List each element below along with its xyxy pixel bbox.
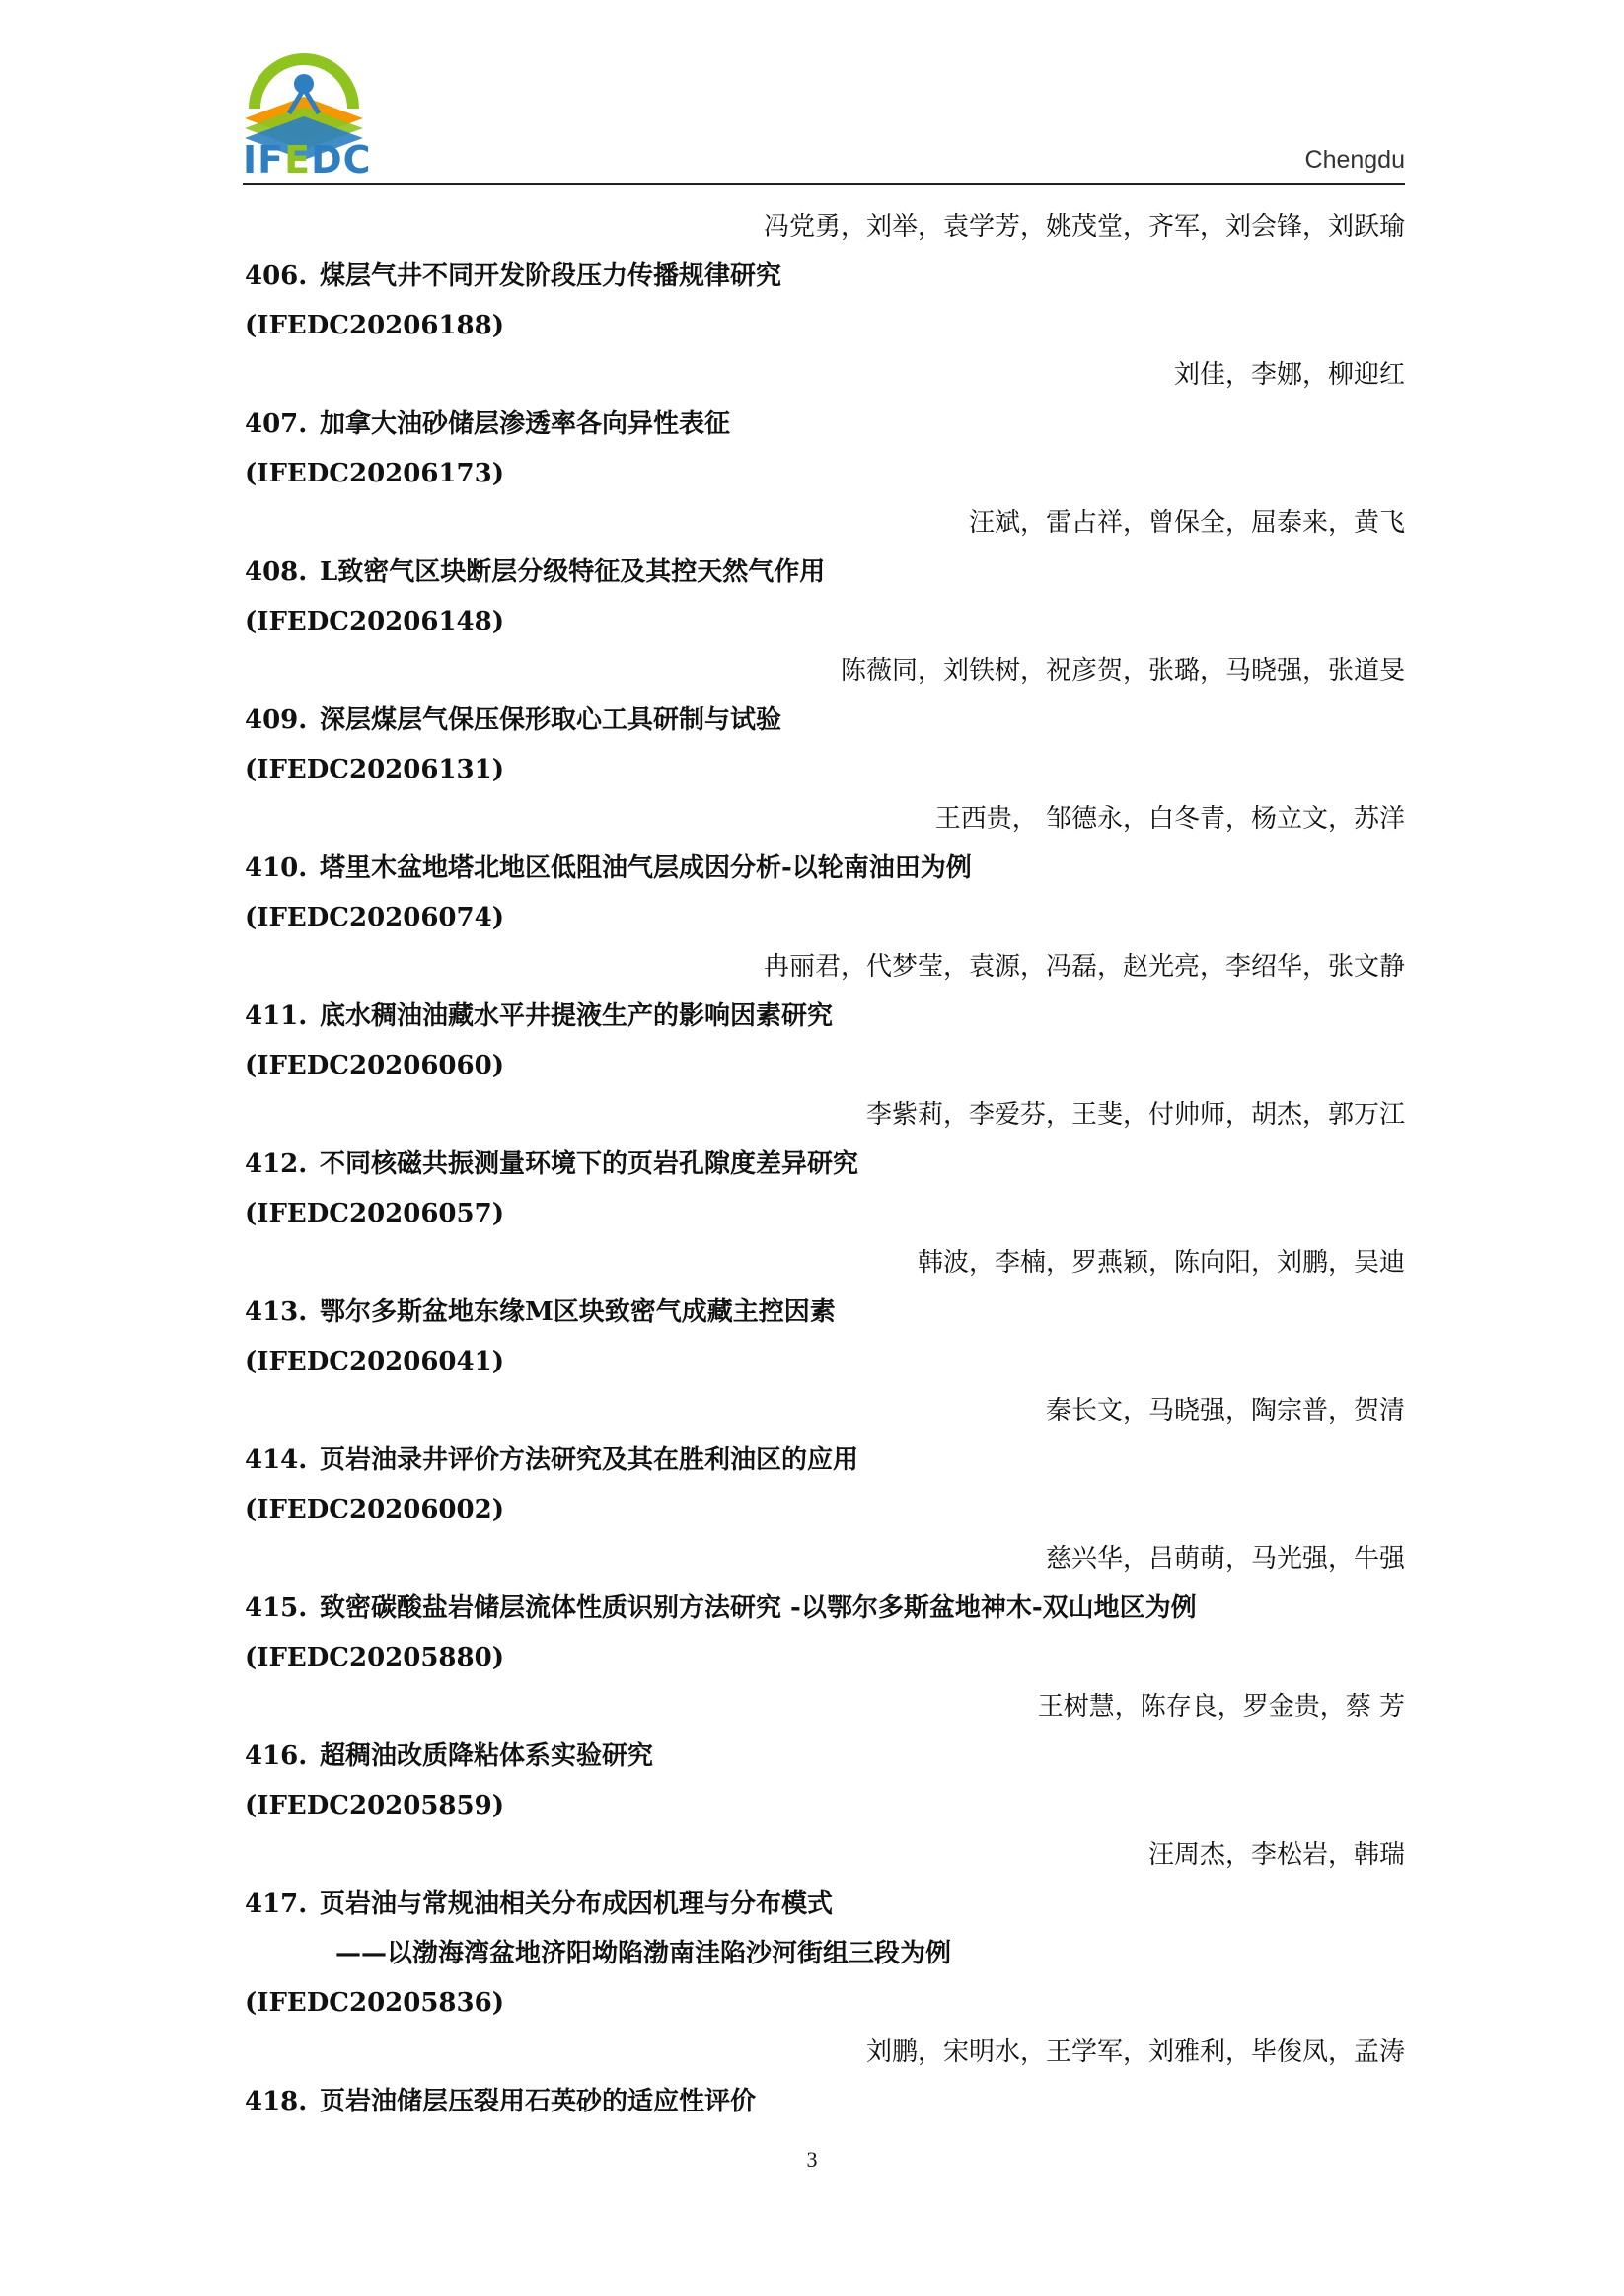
paper-code: (IFEDC20206173) xyxy=(245,459,505,488)
paper-title-text: 塔里木盆地塔北地区低阻油气层成因分析-以轮南油田为例 xyxy=(320,853,972,883)
paper-number: 406. xyxy=(245,261,308,291)
paper-title xyxy=(245,400,1405,449)
paper-authors: 慈兴华，吕萌萌，马光强，牛强 xyxy=(1045,1544,1405,1574)
paper-code: (IFEDC20206148) xyxy=(245,607,505,636)
paper-subtitle: ——以渤海湾盆地济阳坳陷渤南洼陷沙河街组三段为例 xyxy=(335,1939,952,1968)
paper-title xyxy=(245,1584,1405,1633)
paper-authors: 冯党勇，刘举，袁学芳，姚茂堂，齐军，刘会锋，刘跃瑜 xyxy=(763,212,1405,242)
paper-number: 418. xyxy=(245,2087,308,2116)
paper-authors: 汪斌，雷占祥，曾保全，屈泰来，黄飞 xyxy=(968,508,1405,538)
paper-authors: 陈薇同，刘铁树，祝彦贺，张璐，马晓强，张道旻 xyxy=(840,656,1405,686)
paper-title-text: 加拿大油砂储层渗透率各向异性表征 xyxy=(320,409,731,439)
paper-title xyxy=(245,252,1405,301)
paper-title-text: 页岩油录井评价方法研究及其在胜利油区的应用 xyxy=(320,1445,859,1475)
paper-authors: 王树慧，陈存良，罗金贵，蔡 芳 xyxy=(1037,1692,1405,1722)
paper-title xyxy=(245,696,1405,745)
paper-number: 410. xyxy=(245,853,308,883)
paper-title-text: L致密气区块断层分级特征及其控天然气作用 xyxy=(320,557,826,587)
paper-number: 412. xyxy=(245,1149,308,1179)
paper-title xyxy=(245,2077,1405,2126)
paper-title xyxy=(245,1140,1405,1189)
header-divider xyxy=(243,183,1405,185)
paper-code: (IFEDC20206057) xyxy=(245,1199,505,1228)
paper-number: 414. xyxy=(245,1445,308,1475)
paper-title xyxy=(245,548,1405,597)
paper-number: 408. xyxy=(245,557,308,587)
paper-title-text: 不同核磁共振测量环境下的页岩孔隙度差异研究 xyxy=(320,1149,859,1179)
paper-code: (IFEDC20205836) xyxy=(245,1988,505,2018)
paper-title-text: 超稠油改质降粘体系实验研究 xyxy=(320,1741,654,1771)
paper-authors: 汪周杰，李松岩，韩瑞 xyxy=(1147,1840,1405,1870)
paper-list xyxy=(245,202,1405,2126)
paper-number: 415. xyxy=(245,1593,308,1623)
paper-code: (IFEDC20206002) xyxy=(245,1495,505,1524)
paper-authors: 秦长文，马晓强，陶宗普，贺清 xyxy=(1045,1396,1405,1426)
paper-number: 409. xyxy=(245,705,308,735)
paper-title-text: 页岩油与常规油相关分布成因机理与分布模式 xyxy=(320,1889,834,1919)
header-city: Chengdu xyxy=(1304,146,1405,174)
paper-authors: 冉丽君，代梦莹，袁源，冯磊，赵光亮，李绍华，张文静 xyxy=(763,952,1405,982)
paper-authors: 韩波，李楠，罗燕颖，陈向阳，刘鹏，吴迪 xyxy=(917,1248,1405,1278)
paper-authors: 王西贵， 邹德永，白冬青，杨立文，苏洋 xyxy=(934,804,1405,834)
paper-title-text: 煤层气井不同开发阶段压力传播规律研究 xyxy=(320,261,782,291)
paper-title xyxy=(245,1436,1405,1485)
paper-authors: 刘佳，李娜，柳迎红 xyxy=(1173,360,1405,390)
paper-number: 411. xyxy=(245,1001,308,1031)
paper-code: (IFEDC20206188) xyxy=(245,311,505,340)
paper-code: (IFEDC20205859) xyxy=(245,1791,505,1820)
page-number: 3 xyxy=(806,2147,818,2172)
paper-title xyxy=(245,1732,1405,1781)
paper-title-text: 深层煤层气保压保形取心工具研制与试验 xyxy=(320,705,782,735)
paper-code: (IFEDC20205880) xyxy=(245,1643,505,1672)
paper-number: 407. xyxy=(245,409,308,439)
paper-title xyxy=(245,992,1405,1041)
paper-title-text: 页岩油储层压裂用石英砂的适应性评价 xyxy=(320,2087,757,2116)
paper-title xyxy=(245,844,1405,893)
paper-number: 416. xyxy=(245,1741,308,1771)
paper-code: (IFEDC20206041) xyxy=(245,1347,505,1376)
paper-title xyxy=(245,1288,1405,1337)
paper-number: 413. xyxy=(245,1297,308,1327)
paper-title-text: 致密碳酸盐岩储层流体性质识别方法研究 -以鄂尔多斯盆地神木-双山地区为例 xyxy=(320,1593,1197,1623)
paper-title-text: 鄂尔多斯盆地东缘M区块致密气成藏主控因素 xyxy=(320,1297,836,1327)
paper-number: 417. xyxy=(245,1889,308,1919)
paper-authors: 刘鹏，宋明水，王学军，刘雅利，毕俊凤，孟涛 xyxy=(865,2037,1405,2067)
paper-code: (IFEDC20206074) xyxy=(245,903,505,932)
paper-title xyxy=(245,1880,1405,1929)
paper-code: (IFEDC20206131) xyxy=(245,755,505,784)
paper-title-text: 底水稠油油藏水平井提液生产的影响因素研究 xyxy=(320,1001,834,1031)
paper-authors: 李紫莉，李爱芬，王斐，付帅师，胡杰，郭万江 xyxy=(865,1100,1405,1130)
paper-code: (IFEDC20206060) xyxy=(245,1051,505,1080)
logo-text: IFEDC xyxy=(243,138,372,182)
